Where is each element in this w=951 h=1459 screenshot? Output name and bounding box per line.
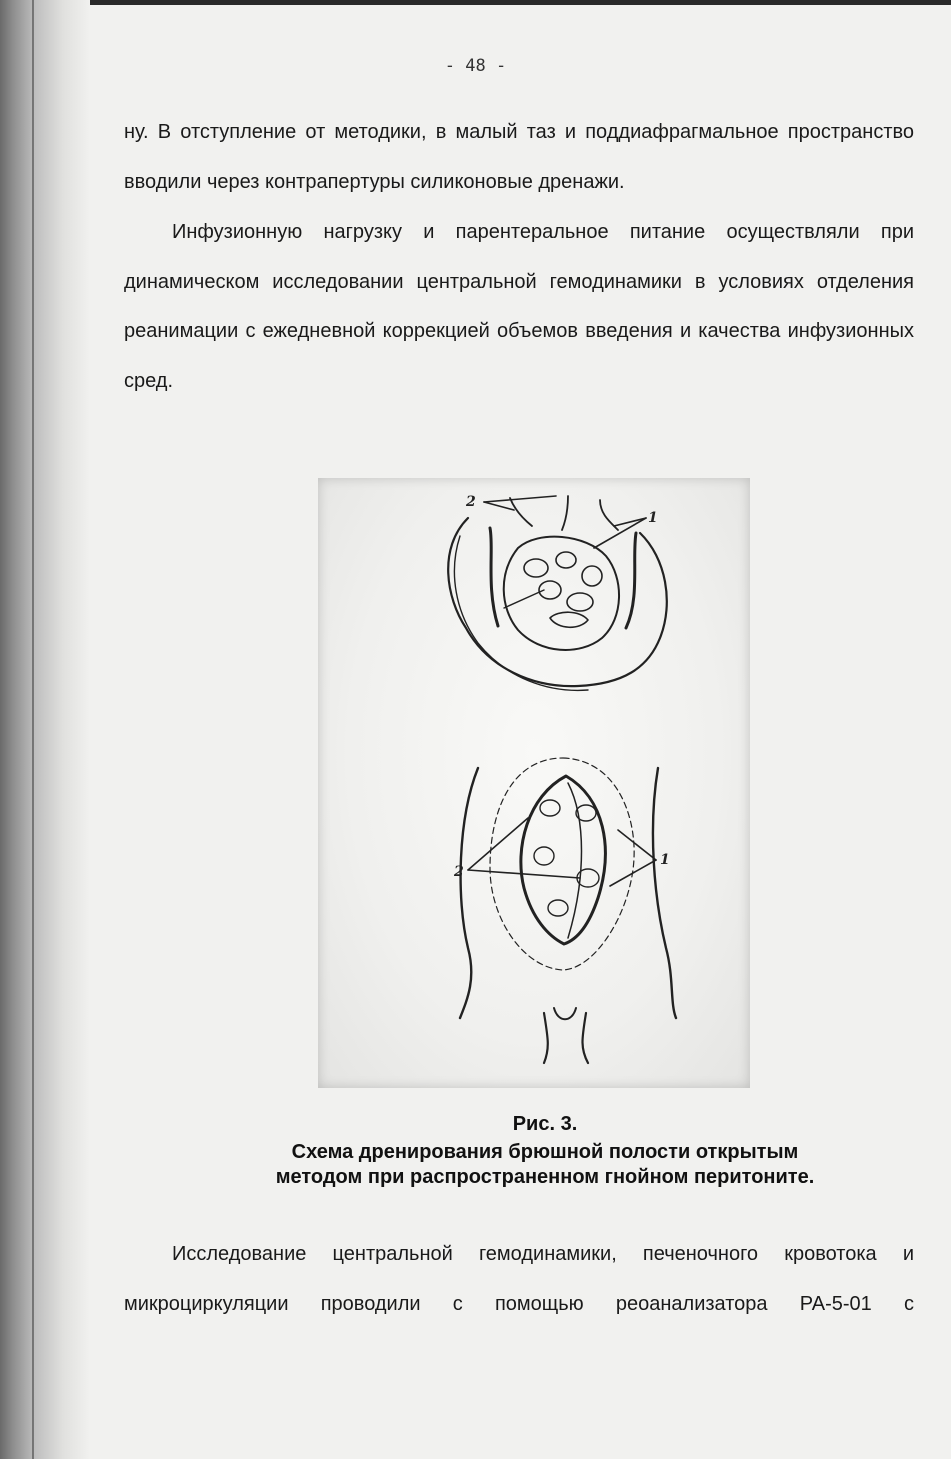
figure-label: Рис. 3. [512, 1113, 578, 1135]
figure-caption-line-2: методом при распространенном гнойном перитоните. [275, 1166, 815, 1188]
drainage-diagram [318, 478, 750, 1088]
cross-section-drawing [448, 496, 667, 690]
book-spine-shadow [0, 0, 90, 1459]
paragraph-3: Исследование центральной гемодинамики, печеночного кровотока и микроциркуляции проводили с помощью реоанализатора РА-5-01 с [124, 1243, 914, 1315]
paragraph-1: ну. В отступление от методики, в малый таз и поддиафрагмальное пространство вводили через контрапертуры силиконовые дренажи. [124, 121, 914, 193]
frontal-view-drawing [460, 758, 676, 1063]
callout-top-1: 1 [648, 510, 658, 526]
page-top-edge [0, 0, 951, 5]
callout-bottom-1: 1 [660, 852, 670, 868]
paragraph-2: Инфузионную нагрузку и парентеральное питание осуществляли при динамическом исследовании центральной гемодинамики в условиях отделения реанимации с ежедневной коррекцией объемов введения и качества инфузионных сред. [124, 221, 914, 392]
figure-caption-line-1: Схема дренирования брюшной полости открытым [291, 1141, 799, 1163]
callout-top-2: 2 [466, 494, 476, 510]
page-number: - 48 - [444, 56, 507, 76]
callout-bottom-2: 2 [454, 864, 464, 880]
figure-drainage-scheme [318, 478, 750, 1088]
book-spine-line [32, 0, 34, 1459]
